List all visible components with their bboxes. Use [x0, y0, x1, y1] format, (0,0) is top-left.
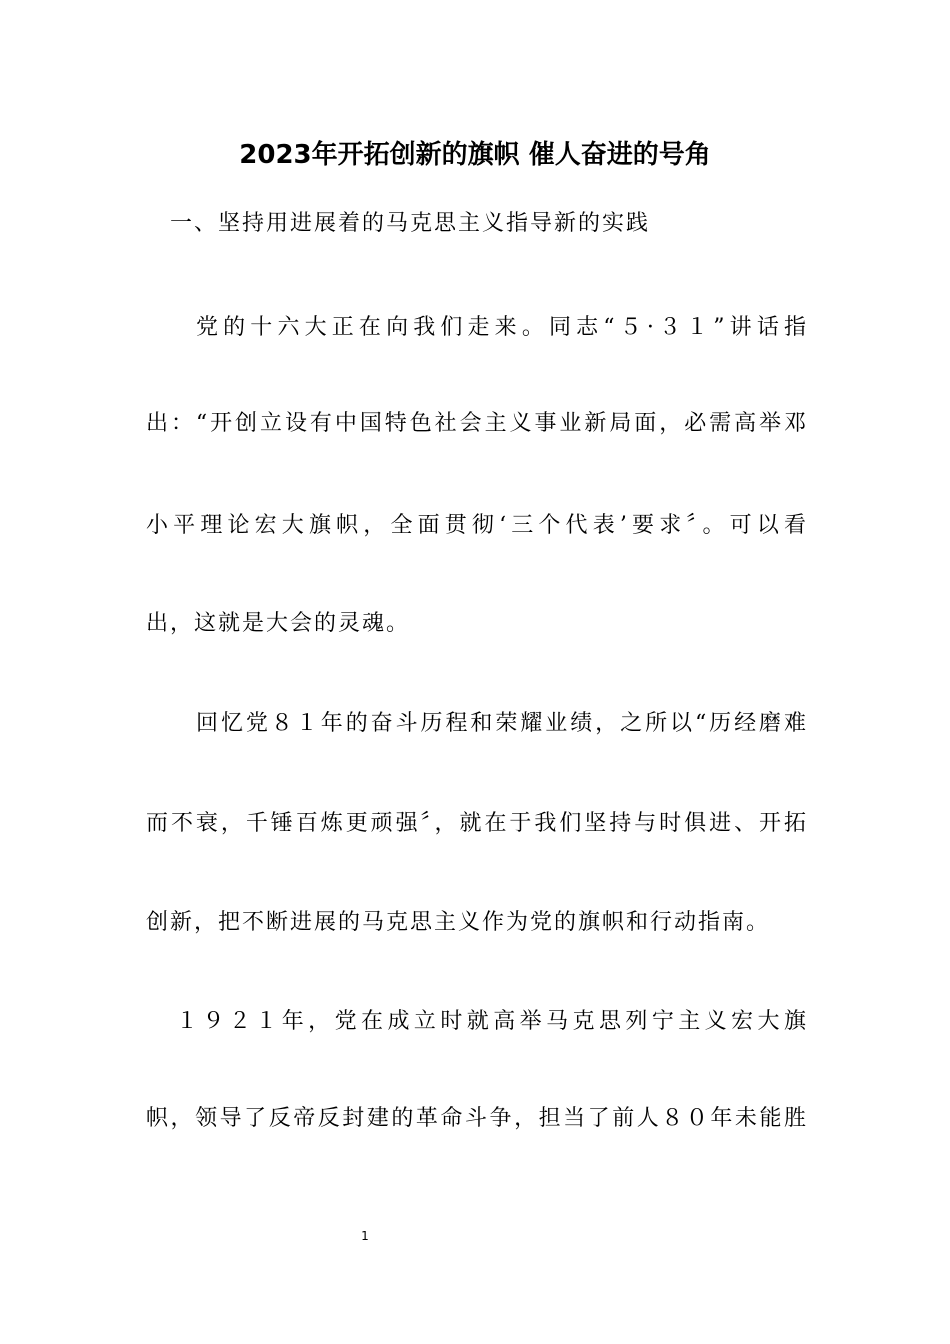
paragraph-1-line-2: 出：“开创立设有中国特色社会主义事业新局面，必需高举邓 — [146, 411, 806, 436]
paragraph-1-line-4: 出，这就是大会的灵魂。 — [146, 611, 411, 636]
section-heading: 一、坚持用进展着的马克思主义指导新的实践 — [170, 211, 651, 236]
paragraph-2-line-1: 回忆党８１年的奋斗历程和荣耀业绩，之所以“历经磨难 — [196, 711, 806, 736]
page-number: 1 — [361, 1229, 369, 1243]
paragraph-2-line-3: 创新，把不断进展的马克思主义作为党的旗帜和行动指南。 — [146, 910, 771, 935]
paragraph-3-line-1: １９２１年，党在成立时就高举马克思列宁主义宏大旗 — [176, 1009, 806, 1034]
paragraph-1-line-1: 党的十六大正在向我们走来。同志“５·３１”讲话指 — [196, 315, 806, 340]
document-title: 2023年开拓创新的旗帜 催人奋进的号角 — [239, 140, 711, 170]
paragraph-3-line-2: 帜，领导了反帝反封建的革命斗争，担当了前人８０年未能胜 — [146, 1106, 806, 1131]
paragraph-1-line-3: 小平理论宏大旗帜，全面贯彻‘三个代表’要求〞。可以看 — [146, 513, 806, 538]
paragraph-2-line-2: 而不衰，千锤百炼更顽强〞，就在于我们坚持与时俱进、开拓 — [146, 811, 806, 836]
